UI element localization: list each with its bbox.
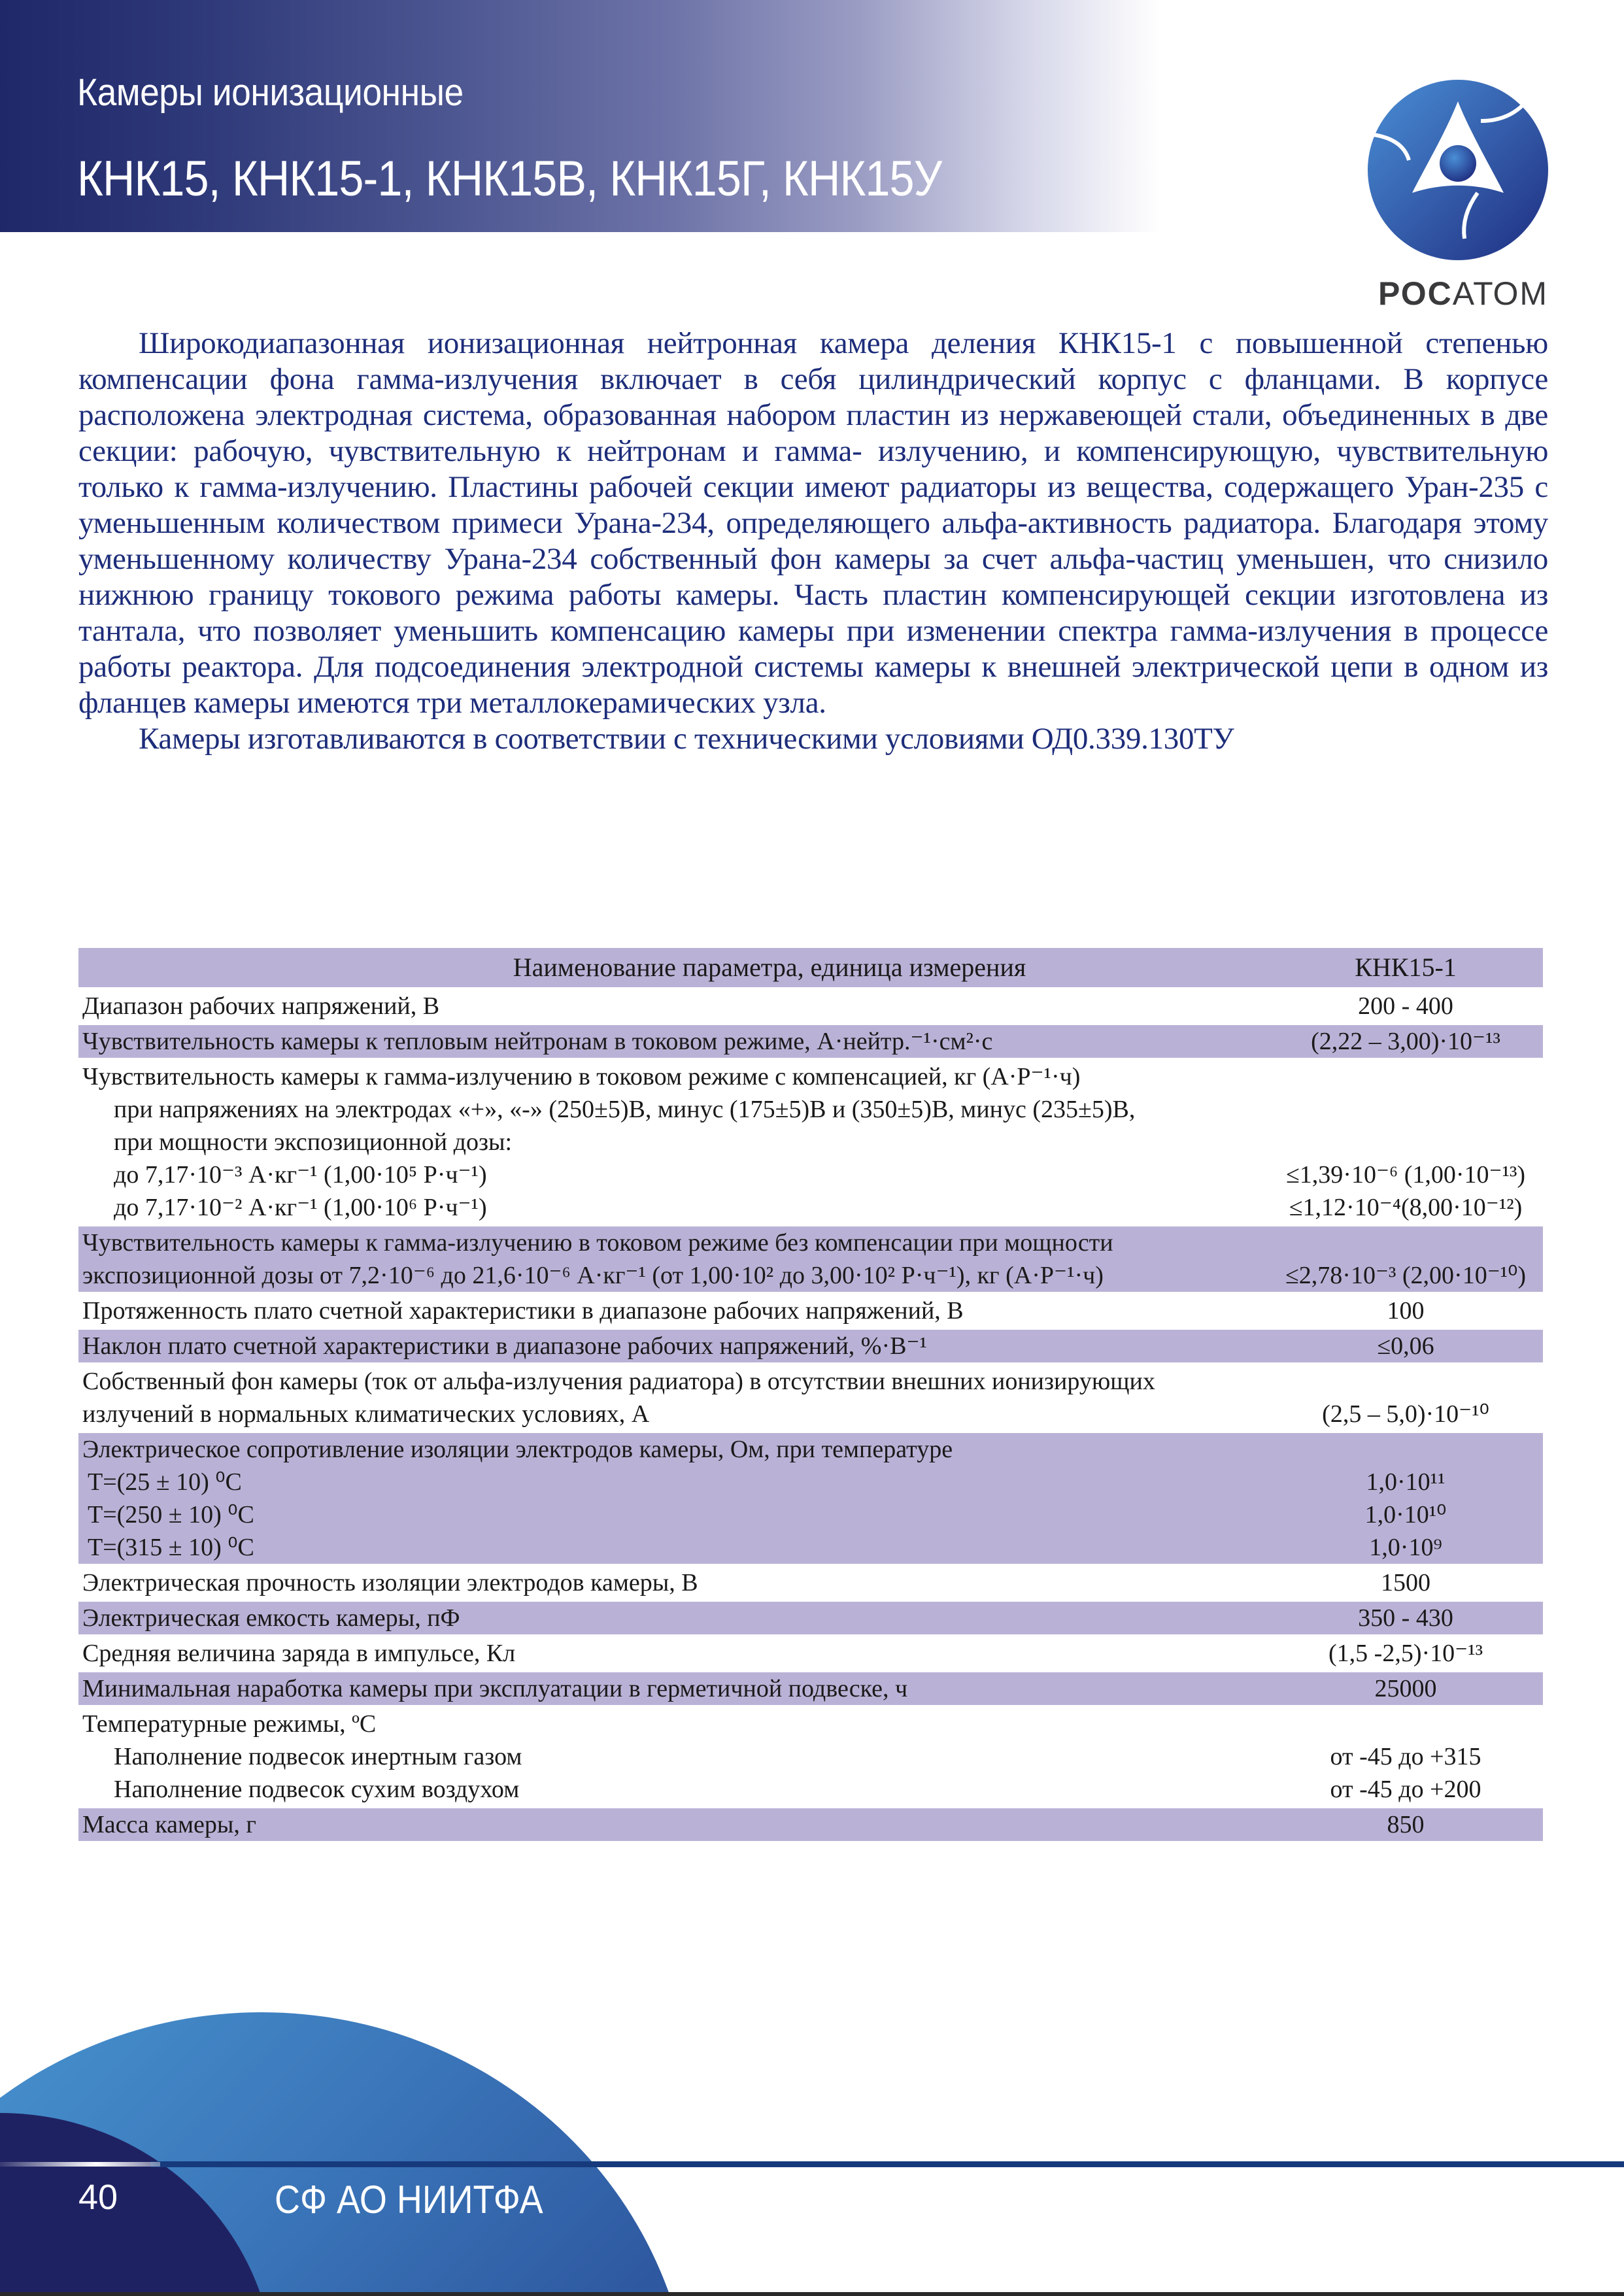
logo-wordmark (1378, 275, 1548, 312)
table-row (78, 1708, 1543, 1806)
footer-divider-line (150, 2161, 1624, 2167)
bottom-border (0, 2292, 1624, 2296)
intro-paragraph-2: Камеры изготавливаются в соответствии с техническими условиями ОД0.339.130ТУ (139, 722, 1234, 756)
param-name: Чувствительность камеры к тепловым нейтронам в токовом режиме, А·нейтр.⁻¹·см²·с (78, 1025, 1268, 1058)
param-name: Электрическая прочность изоляции электродов камеры, В (82, 1569, 698, 1596)
rosatom-logo-icon (1363, 75, 1553, 265)
header-subtitle: Камеры ионизационные (77, 71, 464, 114)
param-value: 200 - 400 (1358, 992, 1453, 1020)
param-value: (2,5 – 5,0)·10⁻¹⁰ (1322, 1400, 1489, 1428)
table-row (78, 1602, 1543, 1634)
param-sub1: Наполнение подвесок инертным газом (114, 1743, 522, 1770)
logo-text-bold: РОС (1378, 275, 1453, 312)
param-name (78, 1708, 1268, 1806)
intro-text (78, 326, 1548, 757)
param-name: Электрическая емкость камеры, пФ (78, 1602, 1268, 1634)
param-value (1268, 1708, 1543, 1806)
param-name-line1: Чувствительность камеры к гамма-излучению в токовом режиме без компенсации при мощности (82, 1229, 1113, 1257)
page-number: 40 (78, 2178, 118, 2217)
param-sub2: Т=(250 ± 10) ⁰С (88, 1501, 254, 1528)
param-name: Диапазон рабочих напряжений, В (82, 992, 440, 1020)
header-parameter-name: Наименование параметра, единица измерения (78, 948, 1268, 987)
param-sub3: Т=(315 ± 10) ⁰С (88, 1534, 254, 1561)
param-name: Средняя величина заряда в импульсе, Кл (82, 1640, 516, 1667)
table-row (78, 1433, 1543, 1564)
table-row (78, 1808, 1543, 1841)
param-sub2: до 7,17·10⁻² А·кг⁻¹ (1,00·10⁶ Р·ч⁻¹) (114, 1194, 487, 1221)
page-title: КНК15, КНК15-1, КНК15В, КНК15Г, КНК15У (77, 151, 942, 207)
param-sub3-value: 1,0·10⁹ (1369, 1534, 1442, 1561)
table-row (78, 1672, 1543, 1705)
table-row (78, 1637, 1543, 1670)
param-sub2-value: от -45 до +200 (1330, 1776, 1481, 1803)
table-row (78, 1330, 1543, 1362)
param-value: (2,22 – 3,00)·10⁻¹³ (1268, 1025, 1543, 1058)
param-name: Минимальная наработка камеры при эксплуатации в герметичной подвеске, ч (78, 1672, 1268, 1705)
param-sub2: Наполнение подвесок сухим воздухом (114, 1776, 520, 1803)
param-name: Масса камеры, г (78, 1808, 1268, 1841)
param-sub1-value: ≤1,39·10⁻⁶ (1,00·10⁻¹³) (1285, 1161, 1526, 1189)
param-value: ≤2,78·10⁻³ (2,00·10⁻¹⁰) (1268, 1226, 1543, 1292)
param-name (78, 1365, 1268, 1430)
param-sub2-value: ≤1,12·10⁻⁴(8,00·10⁻¹²) (1289, 1194, 1523, 1221)
param-name-line1: Электрическое сопротивление изоляции электродов камеры, Ом, при температуре (82, 1436, 953, 1463)
param-value (1268, 1060, 1543, 1224)
table-row (78, 1025, 1543, 1058)
param-value: 350 - 430 (1268, 1602, 1543, 1634)
param-value (1268, 1433, 1543, 1564)
table-row (78, 1060, 1543, 1224)
param-name (78, 1060, 1268, 1224)
param-value: 1500 (1381, 1569, 1430, 1596)
param-value: ≤0,06 (1268, 1330, 1543, 1362)
param-sub1-value: 1,0·10¹¹ (1366, 1468, 1446, 1496)
table-row (78, 1294, 1543, 1327)
param-name-line2: при напряжениях на электродах «+», «-» (250±5)В, минус (175±5)В и (350±5)В, минус (235±5)В, (114, 1096, 1136, 1123)
param-sub1: до 7,17·10⁻³ А·кг⁻¹ (1,00·10⁵ Р·ч⁻¹) (114, 1161, 487, 1189)
table-row (78, 1566, 1543, 1599)
param-sub1-value: от -45 до +315 (1330, 1743, 1481, 1770)
param-name (78, 1226, 1268, 1292)
header-model: КНК15-1 (1268, 948, 1543, 987)
logo-text-regular: АТОМ (1452, 275, 1548, 312)
param-value: 850 (1268, 1808, 1543, 1841)
table-header-row (78, 948, 1543, 987)
param-name-line1: Собственный фон камеры (ток от альфа-излучения радиатора) в отсутствии внешних ионизирующих (82, 1368, 1155, 1395)
intro-paragraph-1: Широкодиапазонная ионизационная нейтронная камера деления КНК15-1 с повышенной степенью компенсации фона гамма-излучения включает в себя цилиндрический корпус с фланцами. В корпусе расположена электродная система, образованная набором пластин из нержавеющей стали, объединенных в две секции: рабочую, чувствительную к нейтронам и гамма- излучению, и компенсирующую, чувствительную только к гамма-излучению. Пластины рабочей секции имеют радиаторы из вещества, содержащего Уран-235 с уменьшенным количеством примеси Урана-234, определяющего альфа-активность радиатора. Благодаря этому уменьшенному количеству Урана-234 собственный фон камеры за счет альфа-частиц уменьшен, что снизило нижнюю границу токового режима работы камеры. Часть пластин компенсирующей секции изготовлена из тантала, что позволяет уменьшить компенсацию камеры при изменении спектра гамма-излучения в процессе работы реактора. Для подсоединения электродной системы камеры к внешней электрической цепи в одном из фланцев камеры имеются три металлокерамических узла. (78, 326, 1548, 720)
param-sub2-value: 1,0·10¹⁰ (1364, 1501, 1447, 1528)
param-name: Наклон плато счетной характеристики в диапазоне рабочих напряжений, %·В⁻¹ (78, 1330, 1268, 1362)
param-name-line2: экспозиционной дозы от 7,2·10⁻⁶ до 21,6·10⁻⁶ А·кг⁻¹ (от 1,00·10² до 3,00·10² Р·ч⁻¹), кг (А·Р⁻¹·ч) (82, 1262, 1104, 1289)
param-name-line1: Температурные режимы, ºС (82, 1710, 377, 1738)
param-value: (1,5 -2,5)·10⁻¹³ (1328, 1640, 1483, 1667)
specifications-table (78, 945, 1543, 1844)
param-sub1: Т=(25 ± 10) ⁰С (88, 1468, 242, 1496)
table-row (78, 990, 1543, 1022)
param-name-line1: Чувствительность камеры к гамма-излучению в токовом режиме с компенсацией, кг (А·Р⁻¹·ч) (82, 1063, 1081, 1090)
param-name-line3: при мощности экспозиционной дозы: (114, 1128, 513, 1156)
param-name-line2: излучений в нормальных климатических условиях, А (82, 1400, 650, 1428)
param-value: 100 (1387, 1297, 1425, 1325)
organization-name: СФ АО НИИТФА (275, 2178, 543, 2221)
table-row (78, 1365, 1543, 1430)
footer-highlight-line (0, 2162, 160, 2167)
param-name (78, 1433, 1268, 1564)
param-value: 25000 (1268, 1672, 1543, 1705)
table-row (78, 1226, 1543, 1292)
param-name: Протяженность плато счетной характеристики в диапазоне рабочих напряжений, В (82, 1297, 964, 1325)
